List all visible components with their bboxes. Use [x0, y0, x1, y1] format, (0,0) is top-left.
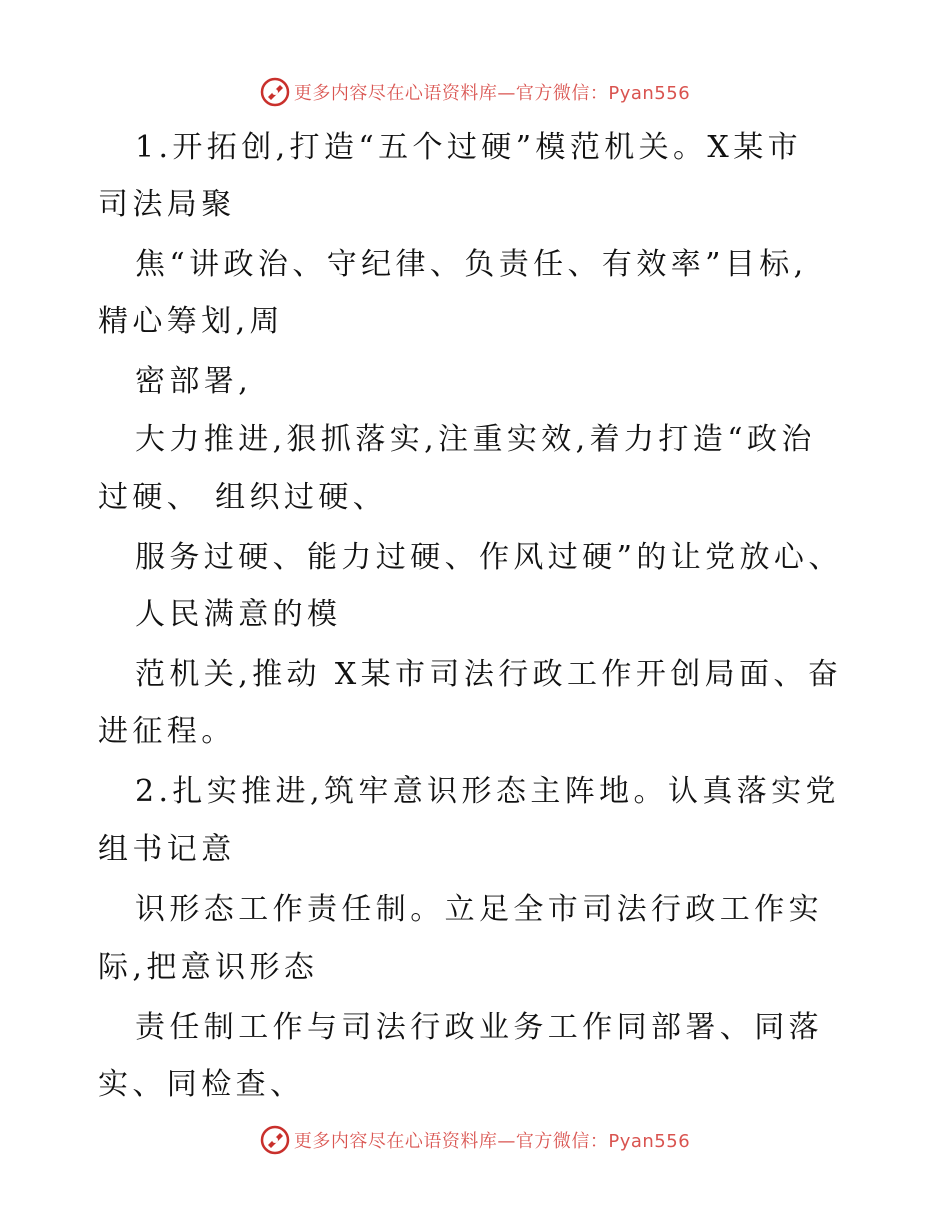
brand-logo-icon: [260, 1125, 290, 1155]
header-watermark-banner: [0, 72, 950, 112]
text-line: 识形态工作责任制。立足全市司法行政工作实: [135, 892, 823, 927]
footer-watermark-text: 更多内容尽在心语资料库—官方微信：Pyan556: [293, 1131, 691, 1152]
text-line: 人民满意的模: [135, 597, 342, 632]
text-line: 大力推进,狠抓落实,注重实效,着力打造“政治: [135, 422, 816, 457]
text-line: 组书记意: [98, 832, 236, 867]
text-line: 精心筹划,周: [98, 304, 284, 339]
text-line: 进征程。: [98, 714, 236, 749]
text-line: 实、同检查、: [98, 1067, 305, 1102]
text-line: 际,把意识形态: [98, 950, 319, 985]
text-line: 1.开拓创,打造“五个过硬”模范机关。X某市: [135, 130, 802, 165]
brand-logo-icon: [260, 77, 290, 107]
footer-watermark-banner: [0, 1120, 950, 1160]
text-line: 服务过硬、能力过硬、作风过硬”的让党放心、: [135, 540, 843, 575]
text-line: 密部署,: [135, 364, 253, 399]
text-line: 司法局聚: [98, 187, 236, 222]
text-line: 责任制工作与司法行政业务工作同部署、同落: [135, 1010, 823, 1045]
text-line: 过硬、 组织过硬、: [98, 480, 388, 515]
header-watermark-text: 更多内容尽在心语资料库—官方微信：Pyan556: [293, 83, 691, 104]
text-line: 范机关,推动 X某市司法行政工作开创局面、奋: [135, 657, 843, 692]
text-line: 2.扎实推进,筑牢意识形态主阵地。认真落实党: [135, 774, 840, 809]
text-line: 焦“讲政治、守纪律、负责任、有效率”目标,: [135, 247, 808, 282]
